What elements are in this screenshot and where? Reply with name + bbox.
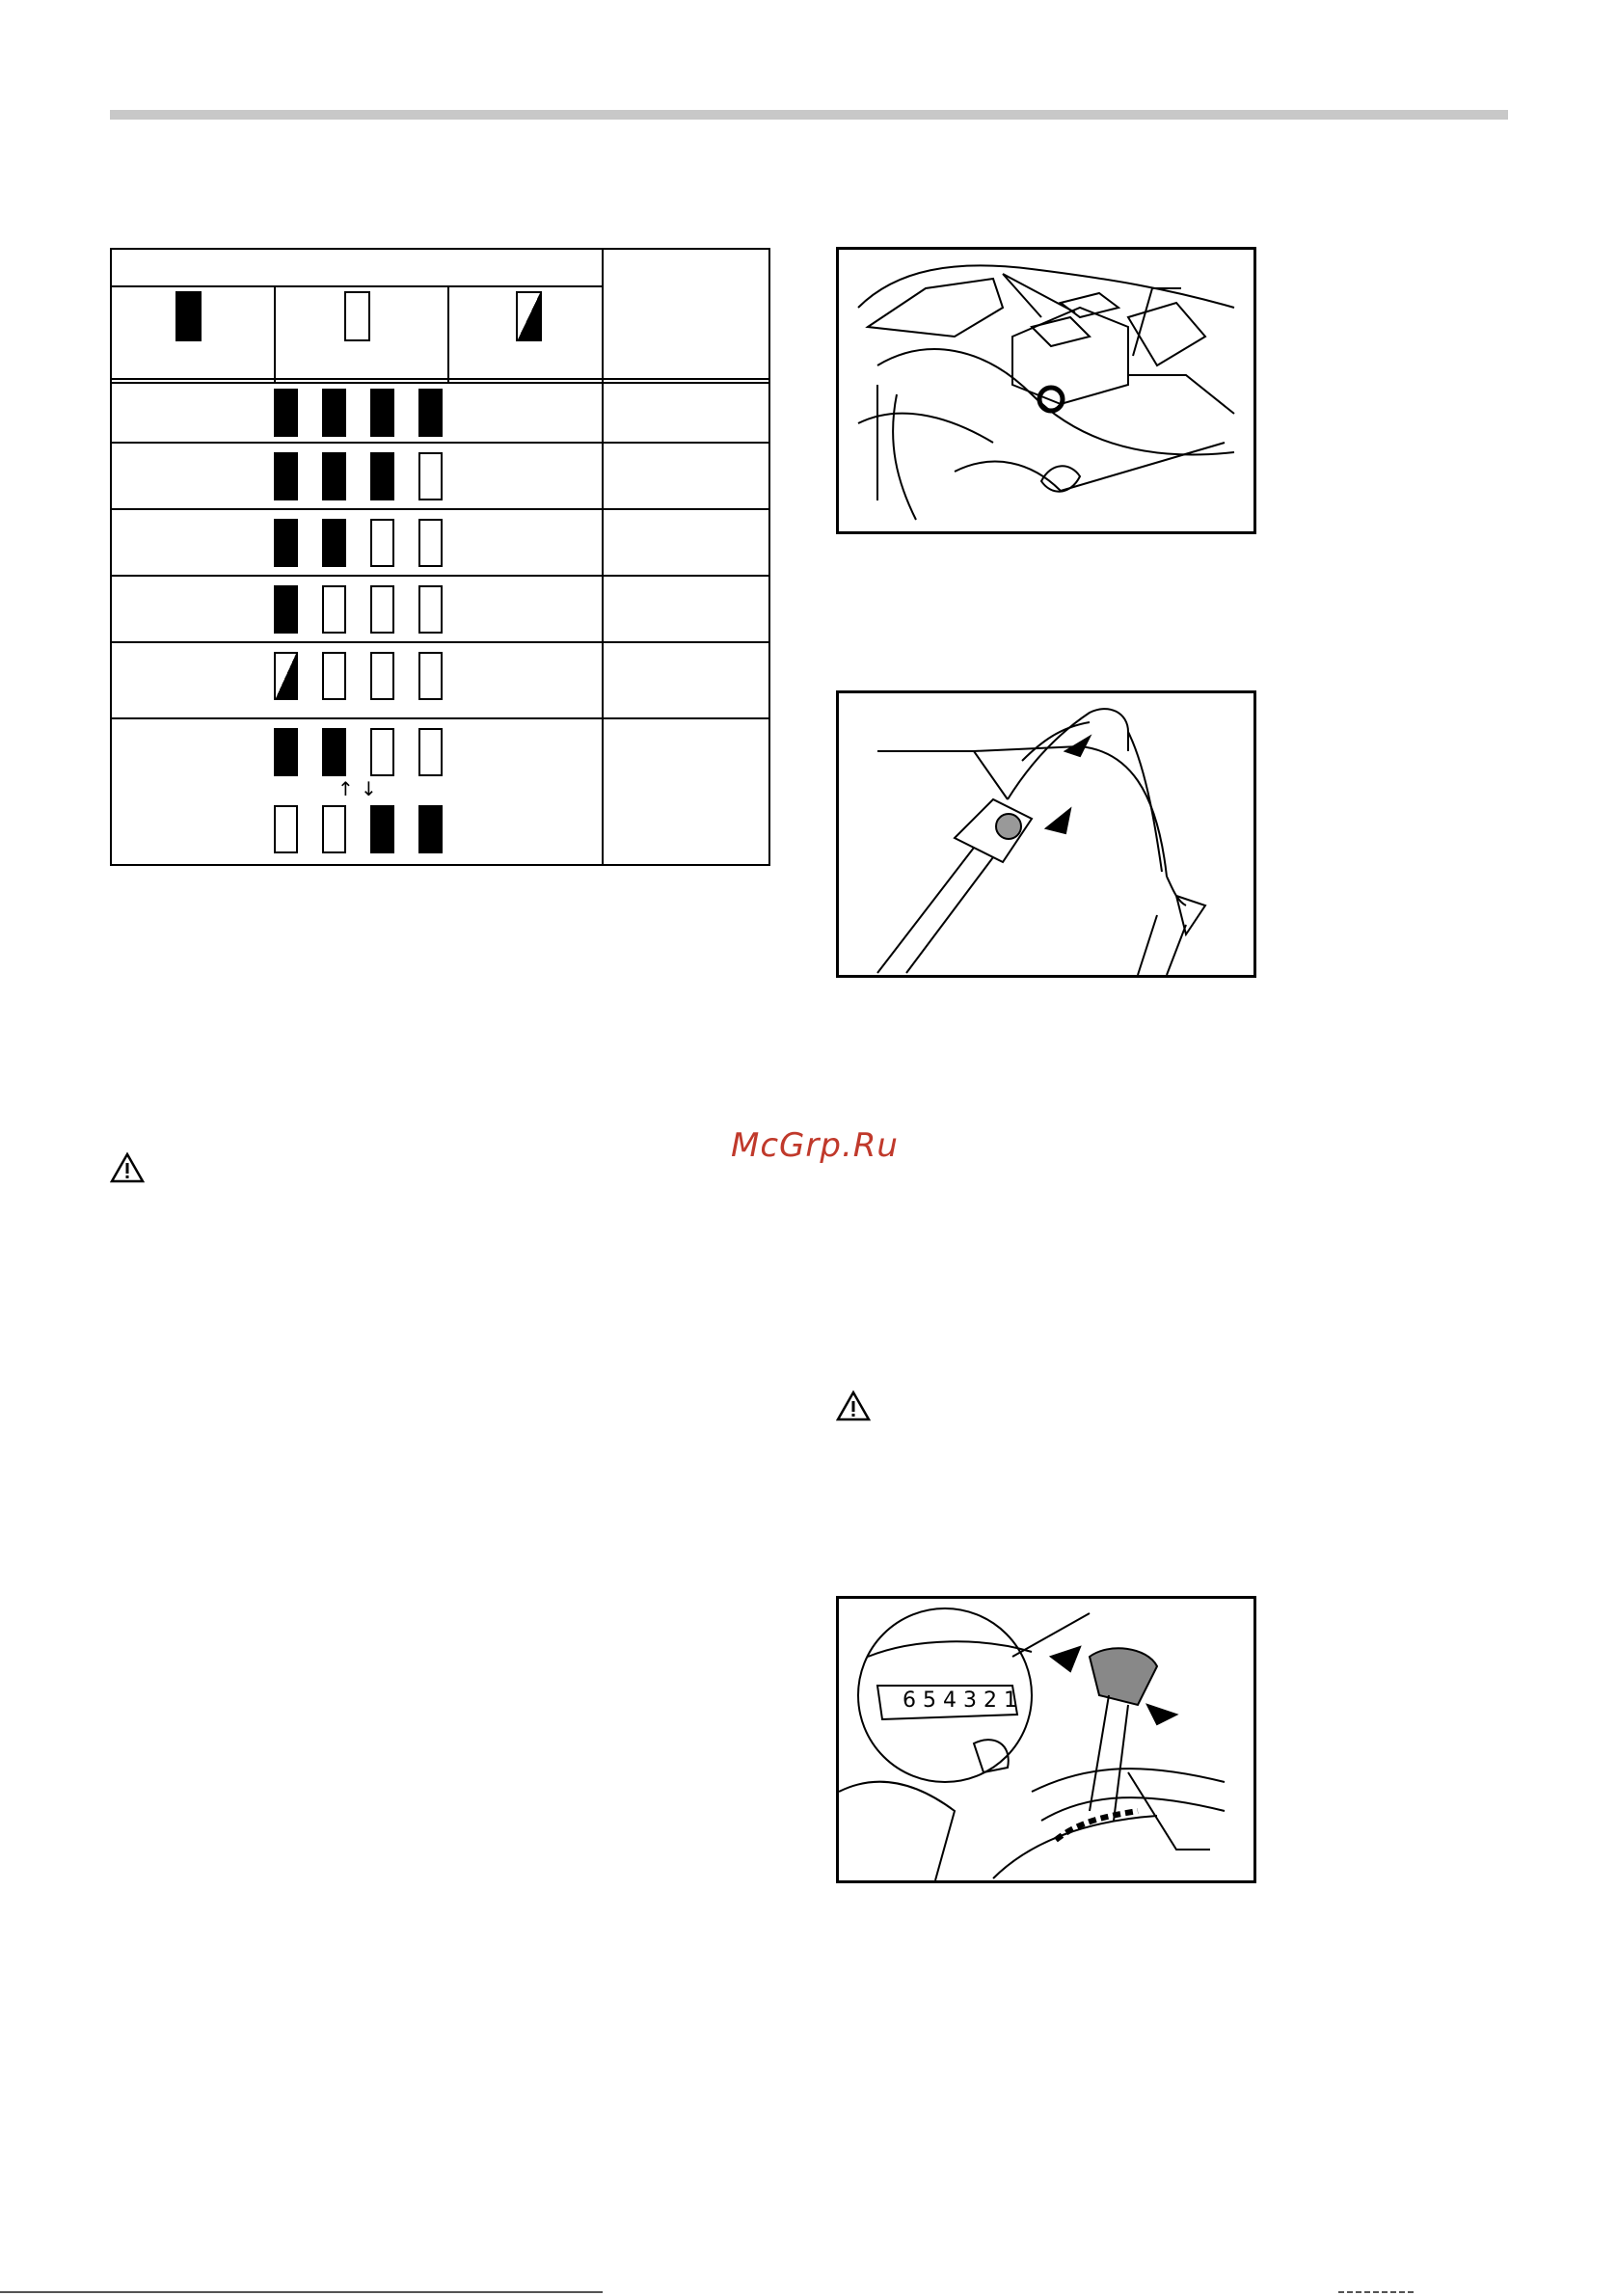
indicator-lamp-on xyxy=(274,389,298,437)
footer-dash xyxy=(1338,2291,1415,2293)
legend-lit-icon xyxy=(175,291,202,341)
indicator-lamp-on xyxy=(274,519,298,567)
indicator-lamp-off xyxy=(322,585,346,634)
battery-indicator-table xyxy=(110,248,770,866)
indicator-lamp-off xyxy=(418,652,443,700)
indicator-lamp-on xyxy=(370,389,394,437)
indicator-lamp-half xyxy=(274,652,298,700)
warning-triangle-icon xyxy=(110,1151,145,1184)
warning-triangle-icon xyxy=(836,1390,871,1422)
indicator-lamp-on xyxy=(322,728,346,776)
indicator-lamp-on xyxy=(418,805,443,853)
alternate-up-arrow: ↑ xyxy=(337,777,354,800)
footer-rule xyxy=(0,2291,603,2293)
figure-battery-compartment xyxy=(836,247,1256,534)
header-rule xyxy=(110,110,1508,120)
legend-blinking-icon xyxy=(516,291,542,341)
indicator-lamp-off xyxy=(370,652,394,700)
indicator-lamp-off xyxy=(370,519,394,567)
indicator-lamp-off xyxy=(322,652,346,700)
indicator-lamp-on xyxy=(322,519,346,567)
indicator-lamp-on xyxy=(322,452,346,500)
indicator-lamp-off xyxy=(418,585,443,634)
indicator-lamp-on xyxy=(370,452,394,500)
legend-off-icon xyxy=(344,291,370,341)
indicator-lamp-off xyxy=(418,452,443,500)
indicator-lamp-on xyxy=(322,389,346,437)
figure-handle-lock-button xyxy=(836,690,1256,978)
indicator-lamp-on xyxy=(370,805,394,853)
indicator-lamp-off xyxy=(322,805,346,853)
indicator-lamp-off xyxy=(370,728,394,776)
indicator-lamp-off xyxy=(418,519,443,567)
indicator-lamp-on xyxy=(274,452,298,500)
scale-label: 6 5 4 3 2 1 xyxy=(903,1688,1017,1713)
indicator-lamp-off xyxy=(274,805,298,853)
indicator-lamp-off xyxy=(418,728,443,776)
indicator-lamp-off xyxy=(370,585,394,634)
figure-cutting-height-lever xyxy=(836,1596,1256,1883)
alternate-down-arrow: ↓ xyxy=(361,777,377,800)
indicator-lamp-on xyxy=(274,585,298,634)
indicator-lamp-on xyxy=(418,389,443,437)
indicator-lamp-on xyxy=(274,728,298,776)
watermark: McGrp.Ru xyxy=(731,1126,899,1165)
